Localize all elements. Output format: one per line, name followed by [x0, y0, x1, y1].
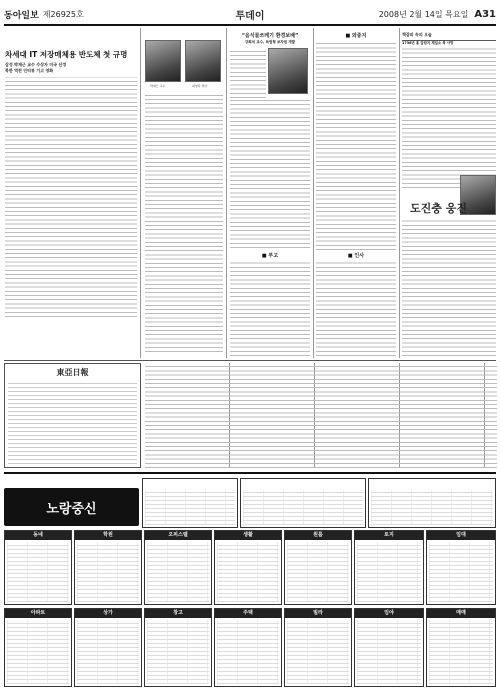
masthead	[4, 5, 496, 23]
editorial-subtitle: 1736년 홍 갈림지 제일소 목 사망	[402, 41, 454, 45]
classified-box: 생활	[214, 530, 282, 605]
obituary-heading: ■ 부고	[261, 253, 279, 259]
divider	[140, 28, 141, 358]
classified-box: 동네	[4, 530, 72, 605]
classified-box: 상가	[74, 608, 142, 687]
ad-box	[368, 478, 496, 528]
classified-box: 창고	[144, 608, 212, 687]
page-number: A31	[474, 8, 496, 20]
main-body-text	[5, 77, 137, 317]
classified-box: 매매	[426, 608, 496, 687]
center-text-b	[230, 98, 310, 248]
divider	[399, 28, 400, 358]
paper-name: 동아일보	[4, 10, 39, 21]
classified-box: 빌라	[284, 608, 352, 687]
classified-box: 아파트	[4, 608, 72, 687]
classified-box: 주택	[214, 608, 282, 687]
date: 2008년 2월 14일 목요일	[378, 9, 469, 19]
portrait-photo-1	[145, 40, 181, 82]
column-4-text	[316, 40, 396, 250]
classified-box: 임야	[354, 608, 424, 687]
ad-box	[142, 478, 238, 528]
classified-box: 학원	[74, 530, 142, 605]
column-2-text	[145, 92, 223, 352]
main-subhead-2: 북한 역전 인터뷰 기고 영화	[5, 68, 54, 73]
center-portrait-photo	[268, 48, 308, 94]
editorial-text	[402, 48, 496, 188]
center-subhead: 강희석 교수, 독립형 보자원 개발	[244, 40, 296, 44]
photo-caption-2: 최영탁 박사	[192, 84, 208, 88]
editorial-text-2	[402, 220, 496, 356]
portrait-photo-2	[185, 40, 221, 82]
publisher-box	[4, 363, 141, 468]
photo-caption-1: 박재근 교수	[150, 84, 166, 88]
column-4-heading: ■ 와중지	[345, 33, 367, 39]
publisher-logo: 東亞日報	[56, 368, 89, 377]
people-heading: ■ 인사	[347, 253, 365, 259]
mid-rule	[4, 360, 496, 361]
main-subhead-1: 삼성 박재근 교수 수상자 미국 선정	[5, 62, 67, 67]
classified-box: 원룸	[284, 530, 352, 605]
section-title: 투데이	[235, 10, 265, 22]
author-signature: 도진충 웅진	[410, 202, 467, 215]
center-text-a	[230, 50, 266, 98]
people-text	[316, 260, 396, 356]
big-ad-banner: 노랑중신	[4, 488, 139, 526]
center-headline: “음식물쓰레기 환경보배”	[241, 33, 299, 39]
obituary-text	[230, 260, 310, 356]
listing-text-area	[145, 363, 497, 468]
main-headline: 차세대 IT 저장매체용 반도체 첫 규명	[5, 50, 128, 59]
ad-box	[240, 478, 366, 528]
divider	[226, 28, 227, 358]
top-rule	[4, 24, 496, 26]
classified-box: 오피스텔	[144, 530, 212, 605]
issue-number: 제26925호	[42, 9, 84, 19]
main-article	[5, 30, 137, 360]
divider	[313, 28, 314, 358]
classified-box: 임대	[426, 530, 496, 605]
editorial-title: 책갈피 속의 오늘	[402, 32, 496, 41]
publisher-info	[8, 380, 137, 464]
classified-box: 토지	[354, 530, 424, 605]
ad-rule	[4, 472, 496, 474]
